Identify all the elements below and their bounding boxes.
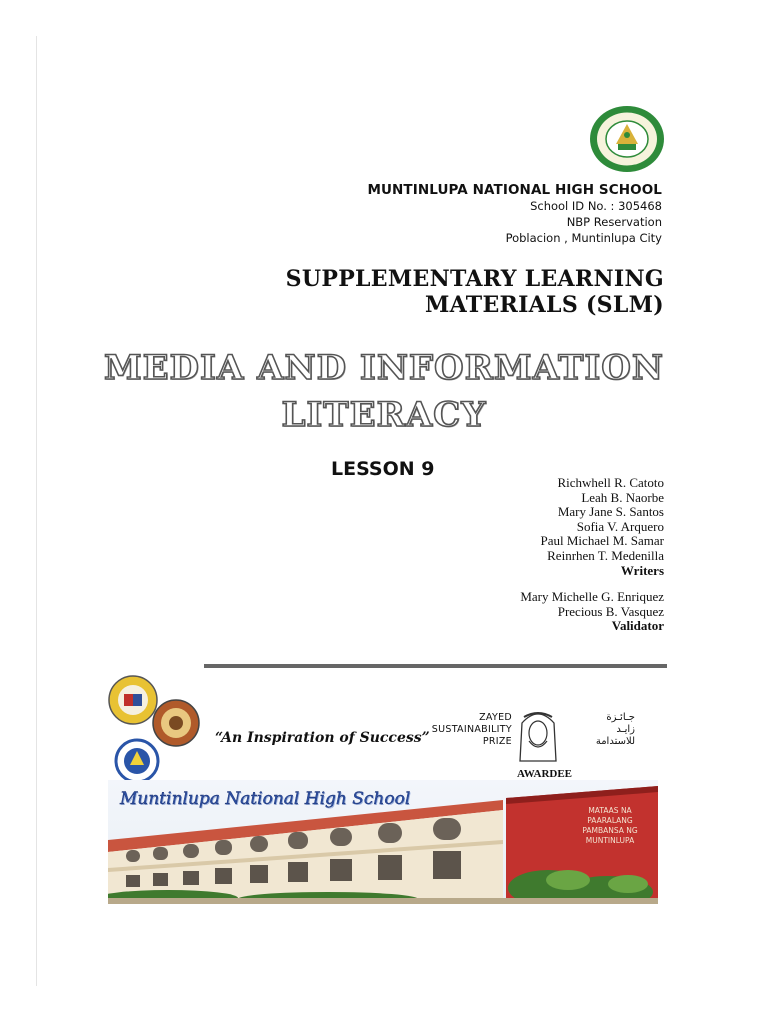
section-divider bbox=[204, 664, 667, 668]
prize-arabic-line-3: للاستدامة bbox=[595, 736, 635, 747]
address-line-2: Poblacion , Muntinlupa City bbox=[505, 231, 662, 245]
subject-line-1: MEDIA AND INFORMATION bbox=[104, 348, 664, 388]
school-seal-logo bbox=[588, 104, 666, 174]
sign-line-2: PAMBANSA NG MUNTINLUPA bbox=[582, 826, 638, 845]
school-motto: “An Inspiration of Success” bbox=[215, 730, 430, 746]
sheikh-zayed-portrait bbox=[514, 703, 562, 765]
title-line-1: SUPPLEMENTARY LEARNING bbox=[285, 266, 664, 292]
prize-arabic-line-1: جـائـزة bbox=[606, 712, 635, 723]
building-sign bbox=[565, 806, 655, 846]
awardee-label: AWARDEE bbox=[517, 768, 573, 780]
writers-role-label: Writers bbox=[620, 562, 664, 578]
school-name: MUNTINLUPA NATIONAL HIGH SCHOOL bbox=[367, 182, 662, 198]
lesson-number: LESSON 9 bbox=[331, 458, 435, 480]
subject-title bbox=[0, 345, 768, 439]
subject-line-2: LITERACY bbox=[281, 395, 487, 435]
address-line-1: NBP Reservation bbox=[566, 215, 662, 229]
title-line-2: MATERIALS (SLM) bbox=[424, 292, 664, 318]
sign-line-1: MATAAS NA PAARALANG bbox=[587, 806, 633, 825]
writer-name: Mary Jane S. Santos bbox=[557, 504, 664, 520]
zayed-prize-label bbox=[420, 712, 512, 748]
school-name-script: Muntinlupa National High School bbox=[120, 789, 411, 809]
writer-name: Sofia V. Arquero bbox=[576, 518, 664, 534]
prize-line-2: SUSTAINABILITY bbox=[431, 724, 512, 735]
validator-name: Mary Michelle G. Enriquez bbox=[520, 589, 664, 604]
school-id: School ID No. : 305468 bbox=[530, 199, 662, 213]
prize-arabic-line-2: زايـد bbox=[616, 724, 635, 735]
zayed-prize-arabic bbox=[565, 712, 635, 748]
writer-name: Paul Michael M. Samar bbox=[540, 533, 664, 549]
writer-name: Leah B. Naorbe bbox=[581, 489, 664, 505]
validator-role-label: Validator bbox=[611, 618, 664, 634]
validators-list bbox=[520, 590, 664, 634]
deped-seal-logo bbox=[114, 738, 160, 784]
prize-line-1: ZAYED bbox=[479, 712, 512, 723]
school-address-block bbox=[367, 182, 662, 246]
writer-name: Reinrhen T. Medenilla bbox=[547, 547, 664, 563]
document-title bbox=[286, 266, 664, 318]
writers-list bbox=[541, 476, 664, 578]
page-edge-line bbox=[36, 36, 37, 986]
writer-name: Richwhell R. Catoto bbox=[557, 475, 664, 490]
validator-name: Precious B. Vasquez bbox=[557, 603, 664, 619]
prize-line-3: PRIZE bbox=[482, 736, 512, 747]
